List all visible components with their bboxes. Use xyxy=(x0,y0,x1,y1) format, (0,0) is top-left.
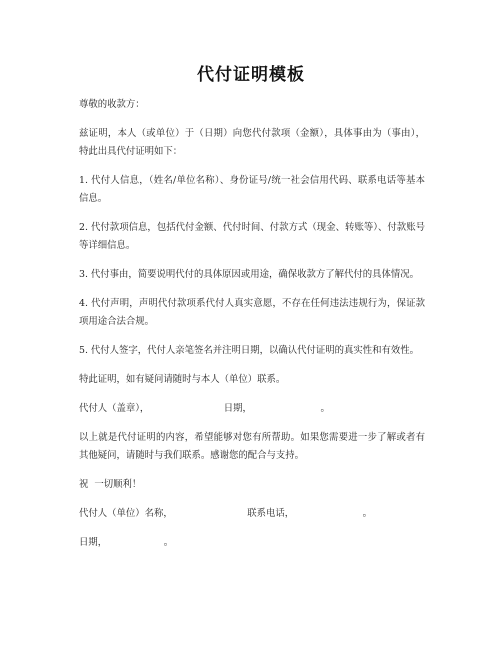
item-payer-declaration: 4. 代付声明，声明代付款项系代付人真实意愿，不存在任何违法违规行为，保证款项用途合法合规。 xyxy=(79,298,425,327)
document-title: 代付证明模板 xyxy=(197,65,305,85)
signature-line: 代付人（盖章）， 日期， 。 xyxy=(79,403,330,414)
contact-line: 代付人（单位）名称， 联系电话， 。 xyxy=(79,508,373,519)
wish-line: 祝 一切顺利！ xyxy=(79,479,142,490)
item-payment-reason: 3. 代付事由，简要说明代付的具体原因或用途，确保收款方了解代付的具体情况。 xyxy=(79,269,420,280)
item-payment-info: 2. 代付款项信息，包括代付金额、代付时间、付款方式（现金、转账等）、付款账号等详细信息。 xyxy=(79,222,425,251)
item-payer-info: 1. 代付人信息，（姓名/单位名称）、身份证号/统一社会信用代码、联系电话等基本信息。 xyxy=(79,175,425,204)
salutation: 尊敬的收款方： xyxy=(79,99,145,110)
item-payer-signature: 5. 代付人签字，代付人亲笔签名并注明日期，以确认代付证明的真实性和有效性。 xyxy=(79,345,420,356)
closing-note: 特此证明，如有疑问请随时与本人（单位）联系。 xyxy=(79,374,286,385)
intro-paragraph: 兹证明，本人（或单位）于（日期）向您代付款项（金额），具体事由为（事由），特此出具代付证明如下： xyxy=(79,128,425,157)
date-line: 日期， 。 xyxy=(79,537,174,548)
followup-paragraph: 以上就是代付证明的内容，希望能够对您有所帮助。如果您需要进一步了解或者有其他疑问，请随时与我们联系。感谢您的配合与支持。 xyxy=(79,432,425,461)
document-body xyxy=(79,96,425,563)
